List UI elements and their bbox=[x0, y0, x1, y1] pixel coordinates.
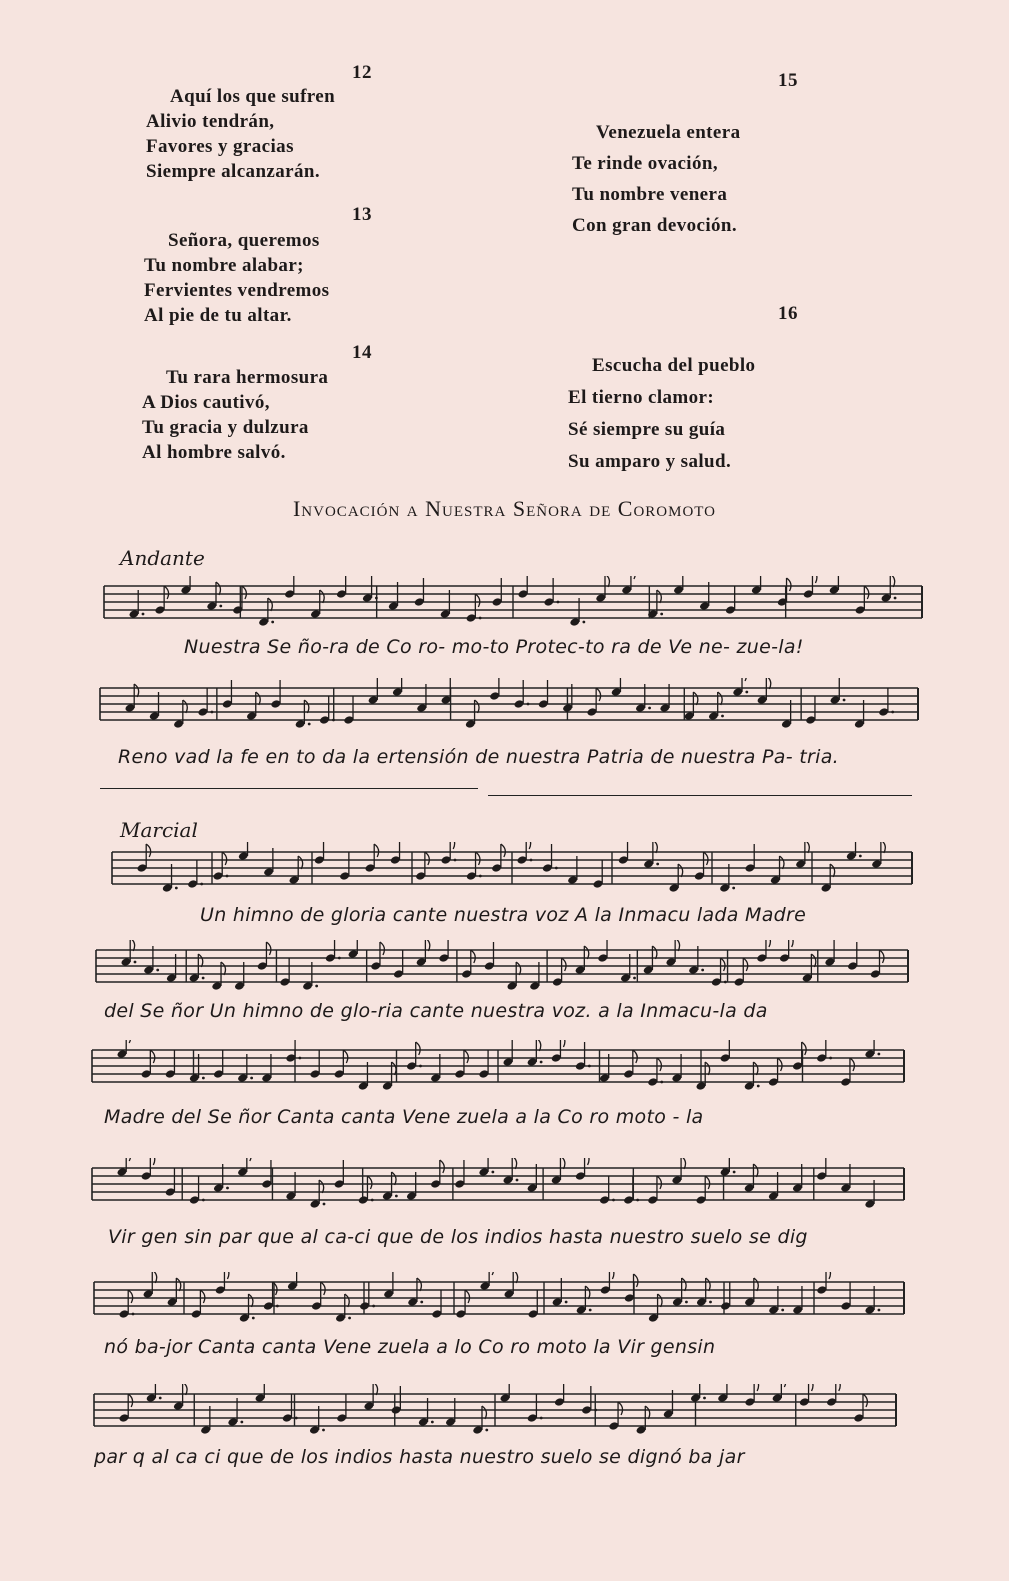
note-flag bbox=[471, 950, 475, 963]
note-dot bbox=[894, 597, 897, 600]
stanza-line: A Dios cautivó, bbox=[142, 392, 270, 413]
stanza-line: Fervientes vendremos bbox=[144, 280, 330, 301]
stanza-15 bbox=[572, 117, 740, 241]
note-flag bbox=[705, 1062, 709, 1075]
note-flag bbox=[224, 1272, 228, 1279]
note-flag bbox=[526, 842, 530, 849]
music-staff bbox=[0, 1272, 1009, 1328]
section-divider bbox=[100, 788, 478, 789]
note-dot bbox=[298, 1057, 301, 1060]
section-divider bbox=[488, 795, 912, 796]
note-flag bbox=[754, 1384, 758, 1391]
stanza-line: Tu rara hermosura bbox=[166, 367, 329, 388]
note-dot bbox=[530, 859, 533, 862]
note-dot bbox=[271, 621, 274, 624]
note-flag bbox=[781, 1384, 785, 1387]
note-flag bbox=[304, 700, 308, 713]
note-dot bbox=[721, 715, 724, 718]
note-dot bbox=[175, 887, 178, 890]
note-flag bbox=[298, 856, 302, 869]
note-dot bbox=[555, 867, 558, 870]
song-title: Invocación a Nuestra Señora de Coromoto bbox=[292, 496, 717, 521]
note-dot bbox=[132, 1313, 135, 1316]
note-flag bbox=[754, 1278, 758, 1291]
note-dot bbox=[485, 1429, 488, 1432]
note-flag bbox=[585, 1286, 589, 1299]
note-flag bbox=[753, 1164, 757, 1177]
lyric-line: Vir gen sin par que al ca-ci que de los indios hasta nuestro suelo se dig bbox=[108, 1226, 808, 1248]
stanza-line: El tierno clamor: bbox=[568, 387, 715, 408]
note-flag bbox=[706, 1278, 710, 1291]
note-flag bbox=[268, 598, 272, 611]
stanza-14 bbox=[142, 365, 328, 465]
note-flag bbox=[705, 1176, 709, 1189]
note-flag bbox=[126, 1158, 130, 1161]
tempo-marking: Andante bbox=[120, 546, 205, 570]
note-dot bbox=[612, 1199, 615, 1202]
note-flag bbox=[596, 688, 600, 701]
music-staff bbox=[0, 576, 1009, 632]
note-flag bbox=[693, 692, 697, 705]
note-dot bbox=[878, 1309, 881, 1312]
note-dot bbox=[891, 711, 894, 714]
note-dot bbox=[745, 691, 748, 694]
stanza-line: Sé siempre su guía bbox=[568, 419, 726, 440]
note-flag bbox=[789, 940, 793, 947]
music-staff bbox=[0, 1040, 1009, 1096]
note-dot bbox=[859, 855, 862, 858]
note-dot bbox=[202, 977, 205, 980]
note-flag bbox=[465, 1290, 469, 1303]
lyric-line: par q al ca ci que de los indios hasta nuestro suelo se dignó ba jar bbox=[94, 1446, 745, 1468]
note-flag bbox=[425, 852, 429, 865]
note-flag bbox=[658, 1294, 662, 1307]
note-dot bbox=[540, 1061, 543, 1064]
note-dot bbox=[636, 1199, 639, 1202]
stanza-line: Al pie de tu altar. bbox=[144, 305, 292, 326]
note-flag bbox=[343, 1050, 347, 1063]
note-dot bbox=[226, 1187, 229, 1190]
note-flag bbox=[584, 946, 588, 959]
note-flag bbox=[416, 1042, 420, 1055]
note-flag bbox=[618, 1402, 622, 1415]
note-flag bbox=[367, 1176, 371, 1189]
music-staff bbox=[0, 940, 1009, 996]
note-dot bbox=[709, 1301, 712, 1304]
lyric-line: Un himno de gloria cante nuestra voz A la Inmacu lada Madre bbox=[200, 904, 807, 926]
stanza-line: Señora, queremos bbox=[168, 230, 320, 251]
note-flag bbox=[657, 590, 661, 603]
note-flag bbox=[562, 958, 566, 971]
note-flag bbox=[682, 1278, 686, 1291]
note-flag bbox=[879, 950, 883, 963]
note-flag bbox=[256, 692, 260, 705]
note-flag bbox=[704, 852, 708, 865]
note-flag bbox=[221, 962, 225, 975]
note-flag bbox=[645, 1406, 649, 1419]
note-dot bbox=[372, 1305, 375, 1308]
note-flag bbox=[222, 852, 226, 865]
lyric-line: Madre del Se ñor Canta canta Vene zuela a la Co ro moto - la bbox=[104, 1106, 704, 1128]
note-dot bbox=[142, 613, 145, 616]
note-flag bbox=[721, 958, 725, 971]
note-dot bbox=[648, 707, 651, 710]
note-dot bbox=[308, 723, 311, 726]
note-dot bbox=[348, 1317, 351, 1320]
note-dot bbox=[211, 711, 214, 714]
note-dot bbox=[582, 621, 585, 624]
note-flag bbox=[633, 1050, 637, 1063]
note-dot bbox=[420, 1301, 423, 1304]
note-flag bbox=[476, 852, 480, 865]
note-dot bbox=[371, 1199, 374, 1202]
note-dot bbox=[877, 1053, 880, 1056]
note-dot bbox=[491, 1171, 494, 1174]
note-flag bbox=[392, 1062, 396, 1075]
note-dot bbox=[479, 875, 482, 878]
note-dot bbox=[589, 1309, 592, 1312]
note-flag bbox=[657, 1176, 661, 1189]
stanza-line: Escucha del pueblo bbox=[592, 355, 756, 376]
note-flag bbox=[489, 1272, 493, 1275]
note-flag bbox=[200, 1290, 204, 1303]
note-dot bbox=[454, 859, 457, 862]
note-flag bbox=[743, 958, 747, 971]
note-dot bbox=[660, 613, 663, 616]
music-staff bbox=[0, 678, 1009, 734]
note-flag bbox=[183, 700, 187, 713]
note-flag bbox=[216, 582, 220, 595]
note-dot bbox=[565, 1301, 568, 1304]
note-dot bbox=[276, 1305, 279, 1308]
note-dot bbox=[338, 957, 341, 960]
note-flag bbox=[475, 700, 479, 713]
stanza-13 bbox=[144, 228, 329, 328]
stanza-line: Al hombre salvó. bbox=[142, 442, 286, 463]
music-staff bbox=[0, 1384, 1009, 1440]
note-flag bbox=[247, 1158, 251, 1161]
note-flag bbox=[464, 1050, 468, 1063]
note-flag bbox=[321, 1282, 325, 1295]
note-dot bbox=[226, 875, 229, 878]
note-flag bbox=[146, 844, 150, 857]
note-dot bbox=[516, 1179, 519, 1182]
note-dot bbox=[250, 1077, 253, 1080]
note-dot bbox=[656, 863, 659, 866]
note-flag bbox=[164, 586, 168, 599]
note-dot bbox=[829, 1057, 832, 1060]
note-flag bbox=[475, 594, 479, 607]
note-dot bbox=[419, 1065, 422, 1068]
lyric-line: del Se ñor Un himno de glo-ria cante nuestra voz. a la Inmacu-la da bbox=[104, 1000, 768, 1022]
note-flag bbox=[778, 1058, 782, 1071]
note-flag bbox=[128, 1290, 132, 1303]
note-flag bbox=[585, 1158, 589, 1165]
note-flag bbox=[440, 1160, 444, 1173]
note-flag bbox=[319, 1180, 323, 1193]
note-flag bbox=[811, 954, 815, 967]
note-flag bbox=[516, 962, 520, 975]
note-flag bbox=[198, 954, 202, 967]
stanza-number: 13 bbox=[352, 204, 372, 225]
stanza-line: Con gran devoción. bbox=[572, 215, 738, 236]
stanza-line: Te rinde ovación, bbox=[572, 153, 718, 174]
note-flag bbox=[718, 692, 722, 705]
note-dot bbox=[240, 1421, 243, 1424]
note-flag bbox=[320, 590, 324, 603]
note-dot bbox=[685, 1301, 688, 1304]
note-dot bbox=[724, 981, 727, 984]
stanza-line: Su amparo y salud. bbox=[568, 451, 732, 472]
note-dot bbox=[540, 1417, 543, 1420]
stanza-line: Aquí los que sufren bbox=[170, 86, 336, 107]
stanza-line: Favores y gracias bbox=[146, 136, 294, 157]
note-dot bbox=[588, 1065, 591, 1068]
stanza-line: Tu nombre alabar; bbox=[144, 255, 304, 276]
note-flag bbox=[809, 1384, 813, 1391]
note-dot bbox=[703, 1397, 706, 1400]
note-flag bbox=[742, 678, 746, 681]
note-flag bbox=[482, 1406, 486, 1419]
stanza-line: Alivio tendrán, bbox=[146, 111, 275, 132]
note-flag bbox=[657, 1058, 661, 1071]
note-flag bbox=[780, 856, 784, 869]
note-dot bbox=[732, 887, 735, 890]
note-flag bbox=[787, 578, 791, 591]
note-flag bbox=[631, 576, 635, 579]
note-dot bbox=[202, 1199, 205, 1202]
note-dot bbox=[781, 1309, 784, 1312]
note-dot bbox=[733, 1171, 736, 1174]
tempo-marking: Marcial bbox=[120, 818, 198, 842]
lyric-line: Reno vad la fe en to da la ertensión de nuestra Patria de nuestra Pa- tria. bbox=[118, 746, 839, 768]
note-flag bbox=[374, 844, 378, 857]
note-flag bbox=[836, 1384, 840, 1391]
music-staff bbox=[0, 842, 1009, 898]
note-flag bbox=[273, 1282, 277, 1295]
note-dot bbox=[479, 617, 482, 620]
note-flag bbox=[242, 586, 246, 599]
stanza-line: Tu nombre venera bbox=[572, 184, 728, 205]
stanza-number: 16 bbox=[778, 303, 798, 324]
note-flag bbox=[176, 1278, 180, 1291]
note-flag bbox=[766, 940, 770, 947]
note-dot bbox=[431, 1421, 434, 1424]
note-dot bbox=[527, 703, 530, 706]
note-dot bbox=[594, 1409, 597, 1412]
note-dot bbox=[701, 969, 704, 972]
note-dot bbox=[375, 597, 378, 600]
note-flag bbox=[501, 844, 505, 857]
note-dot bbox=[843, 699, 846, 702]
note-flag bbox=[652, 946, 656, 959]
note-flag bbox=[134, 684, 138, 697]
note-dot bbox=[395, 1195, 398, 1198]
note-dot bbox=[219, 605, 222, 608]
note-flag bbox=[150, 1050, 154, 1063]
note-dot bbox=[295, 1417, 298, 1420]
note-dot bbox=[134, 961, 137, 964]
note-flag bbox=[560, 1040, 564, 1047]
note-flag bbox=[392, 1172, 396, 1185]
note-dot bbox=[633, 977, 636, 980]
note-dot bbox=[200, 883, 203, 886]
lyric-line: Nuestra Se ño-ra de Co ro- mo-to Protec-to ra de Ve ne- zue-la! bbox=[184, 636, 804, 658]
stanza-line: Siempre alcanzarán. bbox=[146, 161, 321, 182]
note-flag bbox=[450, 842, 454, 849]
stanza-line: Tu gracia y dulzura bbox=[142, 417, 309, 438]
note-flag bbox=[609, 1272, 613, 1279]
note-flag bbox=[417, 1278, 421, 1291]
note-dot bbox=[757, 1085, 760, 1088]
note-flag bbox=[753, 1062, 757, 1075]
note-flag bbox=[864, 586, 868, 599]
note-flag bbox=[678, 864, 682, 877]
note-dot bbox=[315, 985, 318, 988]
note-dot bbox=[156, 969, 159, 972]
music-staff bbox=[0, 1158, 1009, 1214]
note-flag bbox=[380, 942, 384, 955]
note-flag bbox=[150, 1158, 154, 1165]
note-dot bbox=[557, 601, 560, 604]
note-dot bbox=[322, 1429, 325, 1432]
stanza-number: 14 bbox=[352, 342, 372, 363]
note-flag bbox=[830, 864, 834, 877]
note-flag bbox=[266, 942, 270, 955]
note-flag bbox=[249, 1294, 253, 1307]
note-flag bbox=[850, 1058, 854, 1071]
stanza-number: 15 bbox=[778, 70, 798, 91]
stanza-line: Venezuela entera bbox=[596, 122, 741, 143]
stanza-12 bbox=[146, 84, 335, 184]
note-dot bbox=[323, 1203, 326, 1206]
note-flag bbox=[128, 1394, 132, 1407]
note-dot bbox=[660, 1081, 663, 1084]
lyric-line: nó ba-jor Canta canta Vene zuela a lo Co ro moto la Vir gensin bbox=[104, 1336, 716, 1358]
note-dot bbox=[159, 1397, 162, 1400]
note-flag bbox=[345, 1294, 349, 1307]
note-flag bbox=[863, 1394, 867, 1407]
note-flag bbox=[126, 1040, 130, 1043]
note-dot bbox=[202, 1077, 205, 1080]
note-flag bbox=[812, 576, 816, 583]
note-dot bbox=[252, 1317, 255, 1320]
note-dot bbox=[332, 719, 335, 722]
stanza-number: 12 bbox=[352, 62, 372, 83]
note-flag bbox=[826, 1272, 830, 1279]
stanza-16 bbox=[568, 350, 755, 478]
